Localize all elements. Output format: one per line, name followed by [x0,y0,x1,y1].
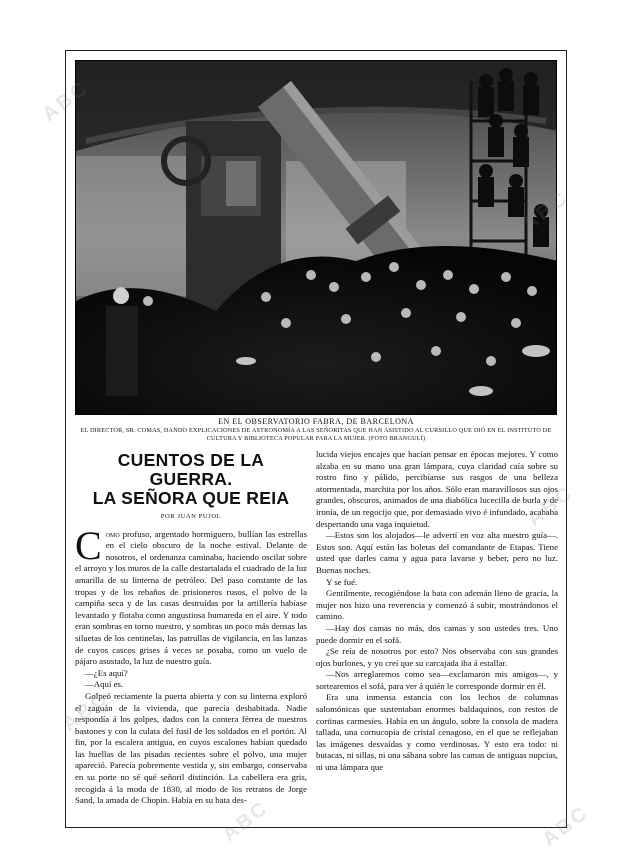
headline-line-2: LA SEÑORA QUE REIA [92,488,290,508]
article-byline: POR JUAN PUJOL [160,513,222,520]
headline-line-1: CUENTOS DE LA GUERRA. [117,450,265,489]
lead-word: omo [105,528,120,539]
article-paragraph [75,522,307,668]
article-left-column [75,449,307,807]
drop-cap: C [75,522,102,568]
caption-title: EN EL OBSERVATORIO FABRA, DE BARCELONA [218,417,414,426]
paragraph-text: profuso, argentado hormiguero, bullían las estrellas en el cielo obscuro de la noche estival. Delante de nosotros, el ordenanza caminaba, haciendo oscilar sobre el arroyo y los muros de la calle destartalada el cuadrado de la luz amarilla de su linterna de petróleo. Del paso constante de las tropas y de los rebaños de prisioneros rusos, el polvo de la campiña seca y de las casas destruídas por la artillería habíase levantado y flotaba como angustiosa humareda en el aire. Y todo eran sombras en torno nuestro, y sombras un poco más densas las siluetas de los centinelas, las patrullas de vigilancia, en las lanzas de cuyos cascos grises á veces se posaba, como un vuelo de pájaro asustado, la luz de nuestro guía. [75,528,307,667]
article-paragraph: Era una inmensa estancia con los lechos de columnas salomónicas que sustentaban enormes baldaquinos, con restos de cortinas carmesíes. Había en un ángulo, sobre la consola de madera tallada, una cornucopia de cristal cenagoso, en el que se reflejaban las imágenes desvaídas y como verdinosas. Y esto era todo: ni butacas, ni sillas, ni una sábana sobre las camas de antiguas nupcias, ni una lámpara que [316,692,558,773]
article-paragraph: lucida viejos encajes que hacían pensar en épocas mejores. Y como alzaba en su mano una gran lámpara, cuya claridad caía sobre su rostro fino y pálido, percibíanse sus rasgos de una belleza atormentada, marchita por los años. Sólo eran maravillosos sus ojos grandes, obscuros, animados de una diabólica lucecilla de burla y de ironía, de un regocijo que, por demasiado vivo é infundado, acababa despertando una vaga inquietud. [316,449,558,529]
article-paragraph: —Nos arreglaremos como sea—exclamaron mis amigos—, y sortearemos el sofá, para ver á quién le corresponde dormir en él. [316,669,558,691]
caption-text: EL DIRECTOR, SR. COMAS, DANDO EXPLICACIONES DE ASTRONOMÍA A LAS SEÑORITAS QUE HAN ASISTIDO AL CURSILLO QUE DIÓ EN EL INSTITUTO DE CULTURA Y BIBLIOTECA POPULAR PARA LA MUJER. (FOTO BRANGULÍ) [80,427,552,442]
watermark-logo: ABC [538,801,594,851]
watermark-logo: ABC [523,481,579,531]
article-paragraph: Gentilmente, recogiéndose la bata con ademán lleno de gracia, la mujer nos hizo una reverencia y comenzó á subir, mostrándonos el camino. [316,588,558,622]
watermark-logo: ABC [58,686,114,736]
article-paragraph: —Estos son los alojados—le advertí en voz alta nuestro guía—. Estos son. Aquí están las boletas del comandante de Etapas. Tiene usted que darles cama y agua para lavarse y beber, pero no luz. Buenas noches. [316,530,558,575]
article-paragraph: Golpeó reciamente la puerta abierta y con su linterna exploró el zaguán de la vivienda, que parecía deshabitada. Nadie respondía á los golpes, dados con la contera férrea de nuestros bastones y con la culata del fusil de los soldados en el portón. Al fin, por la escalera antigua, en cuyos escalones habían quedado las huellas de las pisadas recientes sobre el polvo, una mujer apareció. Parecía pobremente vestida y, sin embargo, conservaba en su porte no sé qué señoril distinción. La cabellera era gris, recogida á la moda de 1830, al modo de los retratos de Jorge Sand, la amada de Chopin. Había en su bata des- [75,690,307,806]
article-headline [75,451,307,508]
article-paragraph: —¿Es aquí? [85,667,128,678]
article-paragraph: —Hay dos camas no más, dos camas y son ustedes tres. Uno puede dormir en el sofá. [316,622,558,645]
watermark-logo: ABC [38,76,94,126]
article-right-column [316,449,558,774]
photo-caption [75,417,557,442]
photo-illustration [76,61,557,415]
watermark-logo: ABC [218,796,274,846]
observatory-photo [75,60,557,415]
article-paragraph: ¿Se reía de nosotros por esto? Nos observaba con sus grandes ojos burlones, y yo creí que su carcajada iba á estallar. [316,646,558,668]
article-paragraph: Y se fué. [326,576,358,587]
article-paragraph: —Aquí es. [85,679,124,690]
